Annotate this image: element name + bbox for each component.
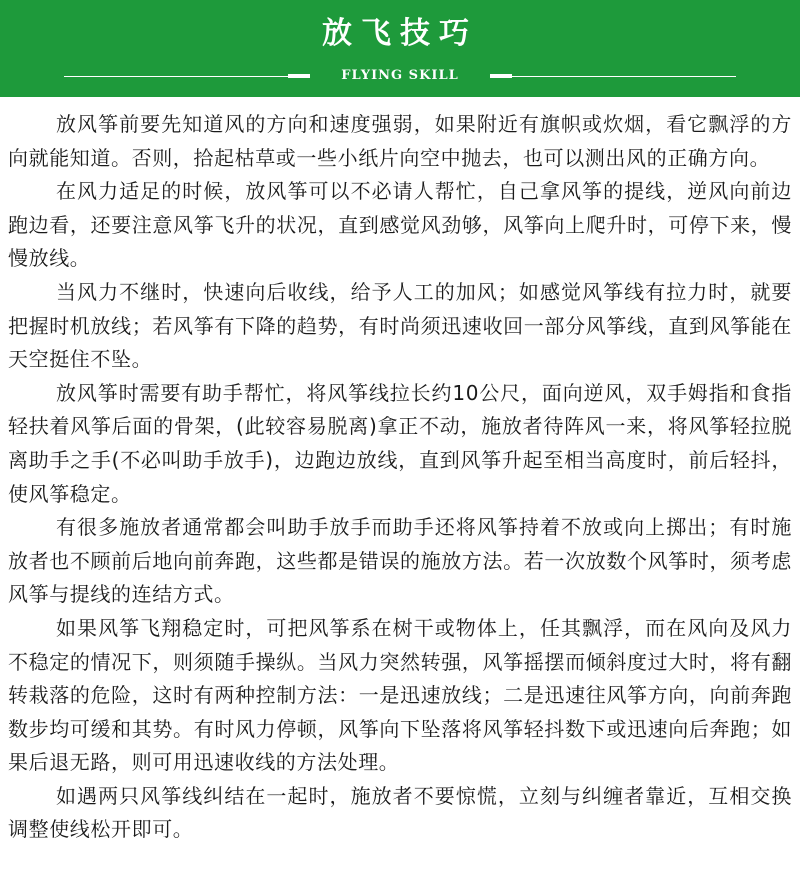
paragraph: 放风筝前要先知道风的方向和速度强弱，如果附近有旗帜或炊烟，看它飘浮的方向就能知道。否则，拾起枯草或一些小纸片向空中抛去，也可以测出风的正确方向。 [8,112,792,170]
paragraph: 如果风筝飞翔稳定时，可把风筝系在树干或物体上，任其飘浮，而在风向及风力不稳定的情况下，则须随手操纵。当风力突然转强，风筝摇摆而倾斜度过大时，将有翻转栽落的危险，这时有两种控制方法：一是迅速放线；二是迅速往风筝方向，向前奔跑数步均可缓和其势。有时风力停顿，风筝向下坠落将风筝轻抖数下或迅速向后奔跑；如果后退无路，则可用迅速收线的方法处理。 [8,615,792,775]
paragraph: 有很多施放者通常都会叫助手放手而助手还将风筝持着不放或向上掷出；有时施放者也不顾前后地向前奔跑，这些都是错误的施放方法。若一次放数个风筝时，须考虑风筝与提线的连结方式。 [8,515,792,607]
paragraph: 放风筝时需要有助手帮忙，将风筝线拉长约10公尺，面向逆风，双手姆指和食指轻扶着风筝后面的骨架，(此较容易脱离)拿正不动，施放者待阵风一来，将风筝轻拉脱离助手之手(不必叫助手放手)，边跑边放线，直到风筝升起至相当高度时，前后轻抖，使风筝稳定。 [8,380,792,506]
page-subtitle: FLYING SKILL [341,68,459,83]
page-title: 放飞技巧 [322,16,478,51]
paragraph: 当风力不继时，快速向后收线，给予人工的加风；如感觉风筝线有拉力时，就要把握时机放线；若风筝有下降的趋势，有时尚须迅速收回一部分风筝线，直到风筝能在天空挺住不坠。 [8,279,792,372]
article-body [8,108,792,847]
paragraph: 在风力适足的时候，放风筝可以不必请人帮忙，自己拿风筝的提线，逆风向前边跑边看，还要注意风筝飞升的状况，直到感觉风劲够，风筝向上爬升时，可停下来，慢慢放线。 [8,179,792,271]
header-banner [0,0,800,97]
divider-line-right [490,76,736,77]
paragraph: 如遇两只风筝线纠结在一起时，施放者不要惊慌，立刻与纠缠者靠近，互相交换调整使线松开即可。 [8,783,792,842]
